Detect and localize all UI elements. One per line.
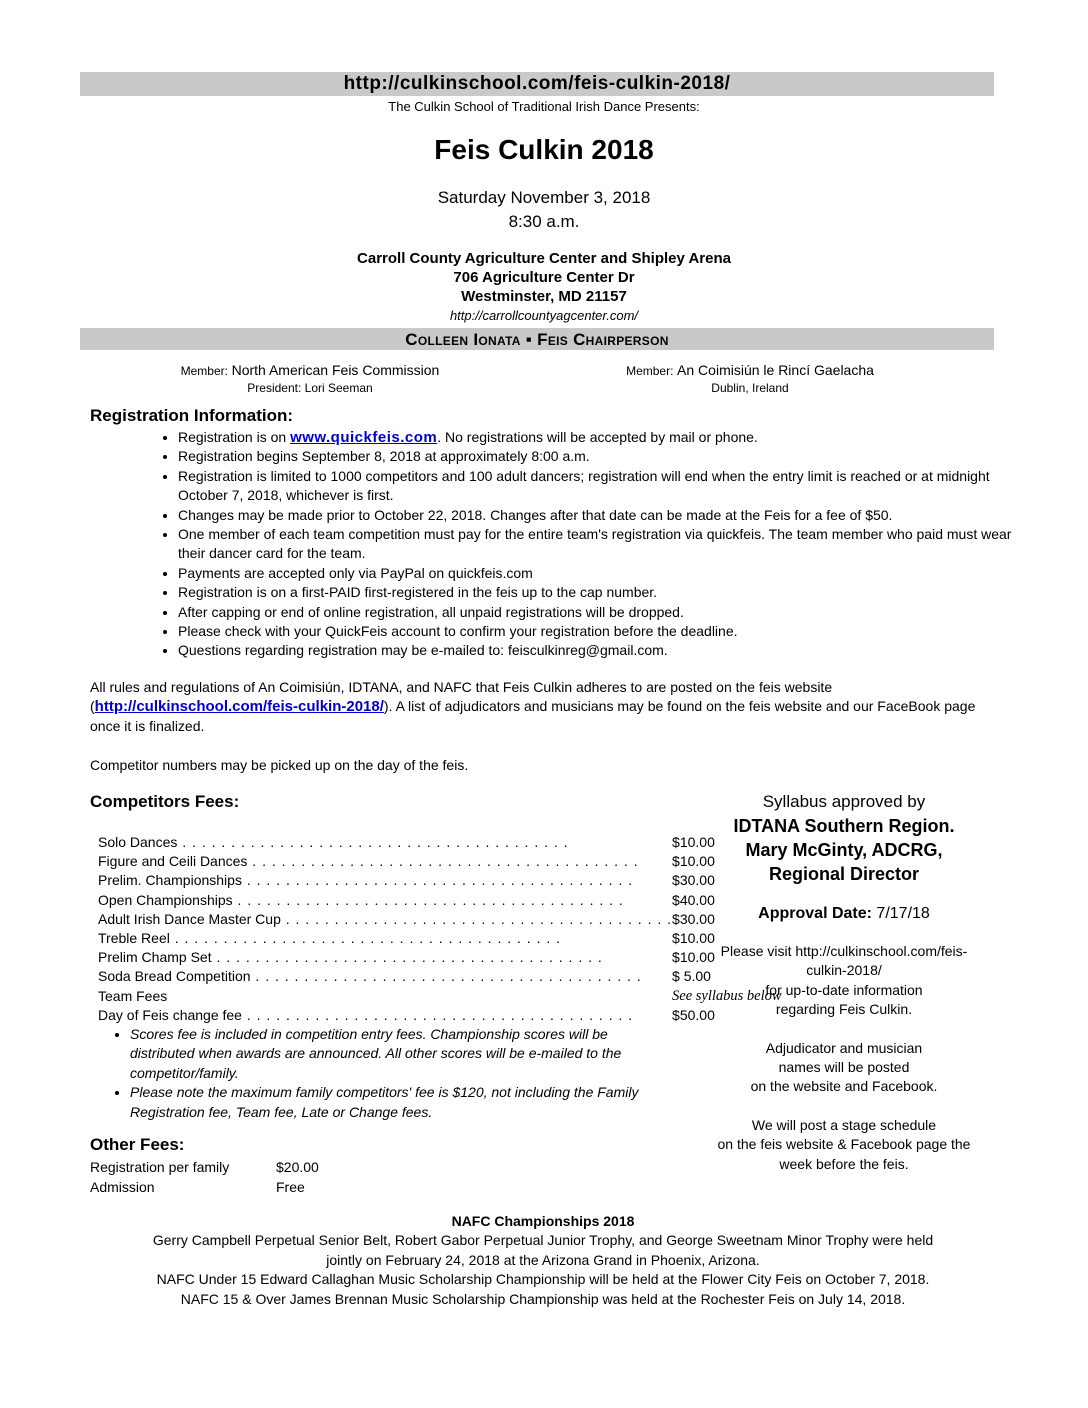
leader-dots: . . . . . . . . . . . . . . . . . . . . . . . . . . . . . . . . . . . . . . . . <box>250 968 642 985</box>
member-left-name: North American Feis Commission <box>231 362 440 378</box>
venue-name: Carroll County Agriculture Center and Shipley Arena <box>357 250 731 267</box>
leader-dots: . . . . . . . . . . . . . . . . . . . . . . . . . . . . . . . . . . . . . . . . <box>211 949 603 966</box>
member-right-prefix: Member: <box>626 364 674 378</box>
adjudicator-line: Adjudicator and musician <box>765 1039 923 1056</box>
list-item: • After capping or end of online registration, all unpaid registrations will be dropped. <box>178 603 1038 622</box>
approval-date-label: Approval Date: <box>758 905 872 922</box>
other-fee-label: Admission <box>90 1179 155 1195</box>
list-item: • Scores fee is included in competition entry fees. Championship scores will be distributed when awards are announced. All other scores will be e-mailed to the competitor/family. <box>130 1025 670 1083</box>
fee-label: Open Championships . . . . . . . . . . . . . . . . . . . . . . . . . . . . . . . . . . . . . . . . <box>98 891 624 908</box>
other-fee-row <box>90 1177 305 1197</box>
rules-text: All rules and regulations of An Coimisiún, IDTANA, and NAFC that Feis Culkin adheres to are posted on the feis website ( <box>90 679 833 715</box>
list-item: • Payments are accepted only via PayPal on quickfeis.com <box>178 564 1038 583</box>
event-time: 8:30 a.m. <box>508 212 580 231</box>
other-fee-amount: Free <box>276 1179 305 1195</box>
list-item: • Please check with your QuickFeis account to confirm your registration before the deadline. <box>178 622 1038 641</box>
list-item: • Changes may be made prior to October 22, 2018. Changes after that date can be made at the Feis for a fee of $50. <box>178 506 1038 525</box>
approval-region: IDTANA Southern Region. <box>733 816 955 836</box>
approved-by: Syllabus approved by <box>762 792 926 811</box>
venue-city: Westminster, MD 21157 <box>461 288 627 305</box>
visit-line: regarding Feis Culkin. <box>775 1001 913 1018</box>
member-left <box>110 361 510 380</box>
list-item-text: Registration is on <box>178 429 291 445</box>
event-date: Saturday November 3, 2018 <box>437 188 651 207</box>
nafc-line: NAFC Under 15 Edward Callaghan Music Scholarship Championship will be held at the Flower City Feis on October 7, 2018. <box>156 1271 930 1288</box>
fee-label: Prelim. Championships . . . . . . . . . . . . . . . . . . . . . . . . . . . . . . . . . . . . . . . . <box>98 872 634 889</box>
nafc-line: NAFC 15 & Over James Brennan Music Scholarship Championship was held at the Rochester Feis on July 14, 2018. <box>180 1290 906 1307</box>
pickup-note: Competitor numbers may be picked up on the day of the feis. <box>90 757 469 773</box>
fee-amount: $10.00 <box>672 949 715 966</box>
website-url-banner[interactable]: http://culkinschool.com/feis-culkin-2018/ <box>80 72 994 96</box>
fee-amount: $40.00 <box>672 891 715 908</box>
other-fee-row <box>90 1157 319 1177</box>
visit-line: for up-to-date information <box>765 981 923 998</box>
fee-amount: See syllabus below <box>672 987 782 1004</box>
leader-dots: . . . . . . . . . . . . . . . . . . . . . . . . . . . . . . . . . . . . . . . . <box>241 872 634 889</box>
adjudicator-line: names will be posted <box>778 1059 910 1076</box>
fee-label: Day of Feis change fee . . . . . . . . . . . . . . . . . . . . . . . . . . . . . . . . . . . . . . . . <box>98 1006 634 1023</box>
fee-amount: $10.00 <box>672 930 715 947</box>
adjudicator-line: on the website and Facebook. <box>750 1078 938 1095</box>
approval-date: 7/17/18 <box>876 905 930 922</box>
fee-notes <box>98 1025 670 1122</box>
registration-list <box>150 428 1038 661</box>
leader-dots: . . . . . . . . . . . . . . . . . . . . . . . . . . . . . . . . . . . . . . . . <box>177 834 569 850</box>
chairperson-banner: Colleen Ionata ▪ Feis Chairperson <box>80 328 994 350</box>
fee-amount: $10.00 <box>672 834 715 850</box>
list-item <box>178 428 1038 447</box>
page-title: Feis Culkin 2018 <box>434 134 654 165</box>
list-item: • One member of each team competition must pay for the entire team's registration via quickfeis. The team member who paid must wear their dancer card for the team. <box>178 525 1038 564</box>
fee-label: Treble Reel . . . . . . . . . . . . . . . . . . . . . . . . . . . . . . . . . . . . . . . . <box>98 930 562 947</box>
fee-amount: $30.00 <box>672 872 715 889</box>
member-right-name: An Coimisiún le Rincí Gaelacha <box>677 362 874 378</box>
other-fees-heading: Other Fees: <box>90 1135 185 1154</box>
leader-dots: . . . . . . . . . . . . . . . . . . . . . . . . . . . . . . . . . . . . . . . . <box>280 910 673 927</box>
fee-label: Prelim Champ Set . . . . . . . . . . . . . . . . . . . . . . . . . . . . . . . . . . . . . . . . <box>98 949 603 966</box>
leader-dots: . . . . . . . . . . . . . . . . . . . . . . . . . . . . . . . . . . . . . . . . <box>241 1006 634 1023</box>
list-item: • Registration begins September 8, 2018 at approximately 8:00 a.m. <box>178 447 1038 466</box>
fee-amount: $ 5.00 <box>672 968 711 985</box>
member-right <box>550 361 950 380</box>
fee-label: Soda Bread Competition . . . . . . . . . . . . . . . . . . . . . . . . . . . . . . . . . . . . . . . . <box>98 968 642 985</box>
list-item: • Registration is on a first-PAID first-registered in the feis up to the cap number. <box>178 583 1038 602</box>
approval-date-line <box>693 903 995 925</box>
leader-dots: . . . . . . . . . . . . . . . . . . . . . . . . . . . . . . . . . . . . . . . . <box>247 853 639 870</box>
schedule-line: We will post a stage schedule <box>751 1116 937 1133</box>
visit-line: Please visit http://culkinschool.com/feis- <box>720 943 968 959</box>
nafc-heading: NAFC Championships 2018 <box>451 1213 635 1229</box>
rules-text: ). A list of adjudicators and musicians may be found on the feis website and our FaceBook page once it is finalized. <box>90 698 976 734</box>
nafc-section <box>90 1212 996 1309</box>
syllabus-approval <box>693 790 995 1174</box>
regional-director: Mary McGinty, ADCRG, <box>745 840 943 860</box>
schedule-line: on the feis website & Facebook page the <box>717 1136 971 1153</box>
registration-heading: Registration Information: <box>90 406 294 425</box>
fee-amount: $30.00 <box>672 910 715 927</box>
member-left-sub: President: Lori Seeman <box>247 381 373 395</box>
fee-label: Team Fees <box>98 987 168 1004</box>
fee-amount: $50.00 <box>672 1006 715 1023</box>
presents-line: The Culkin School of Traditional Irish Dance Presents: <box>388 99 700 114</box>
fee-amount: $10.00 <box>672 853 715 870</box>
fee-label: Figure and Ceili Dances . . . . . . . . . . . . . . . . . . . . . . . . . . . . . . . . . . . . . . . . <box>98 853 639 870</box>
nafc-line: jointly on February 24, 2018 at the Arizona Grand in Phoenix, Arizona. <box>326 1251 760 1268</box>
visit-line: culkin-2018/ <box>806 962 882 979</box>
other-fee-label: Registration per family <box>90 1159 230 1175</box>
venue-street: 706 Agriculture Center Dr <box>453 269 635 286</box>
fee-label: Solo Dances . . . . . . . . . . . . . . . . . . . . . . . . . . . . . . . . . . . . . . . . <box>98 834 569 850</box>
list-item: • Please note the maximum family competitors' fee is $120, not including the Family Registration fee, Team fee, Late or Change fees. <box>130 1083 670 1122</box>
list-item: • Questions regarding registration may be e-mailed to: feisculkinreg@gmail.com. <box>178 641 1038 660</box>
regional-director-title: Regional Director <box>768 864 920 884</box>
schedule-line: week before the feis. <box>779 1155 909 1172</box>
other-fee-amount: $20.00 <box>276 1159 319 1175</box>
venue-url[interactable]: http://carrollcountyagcenter.com/ <box>449 308 639 323</box>
member-left-prefix: Member: <box>180 364 228 378</box>
rules-paragraph <box>90 678 990 736</box>
fee-label: Adult Irish Dance Master Cup . . . . . . . . . . . . . . . . . . . . . . . . . . . . . . . . . . . . . . . . <box>98 910 673 927</box>
member-right-sub: Dublin, Ireland <box>711 381 789 395</box>
list-item-text: . No registrations will be accepted by mail or phone. <box>437 429 758 445</box>
competitor-fees-heading: Competitors Fees: <box>90 792 240 811</box>
leader-dots: . . . . . . . . . . . . . . . . . . . . . . . . . . . . . . . . . . . . . . . . <box>169 930 562 947</box>
list-item: • Registration is limited to 1000 competitors and 100 adult dancers; registration will end when the entry limit is reached or at midnight October 7, 2018, whichever is first. <box>178 467 1038 506</box>
quickfeis-link[interactable]: www.quickfeis.com <box>290 429 438 446</box>
leader-dots: . . . . . . . . . . . . . . . . . . . . . . . . . . . . . . . . . . . . . . . . <box>232 891 624 908</box>
nafc-line: Gerry Campbell Perpetual Senior Belt, Robert Gabor Perpetual Junior Trophy, and George Sweetnam Minor Trophy were held <box>152 1232 934 1249</box>
feis-website-link[interactable]: http://culkinschool.com/feis-culkin-2018/ <box>94 698 384 716</box>
